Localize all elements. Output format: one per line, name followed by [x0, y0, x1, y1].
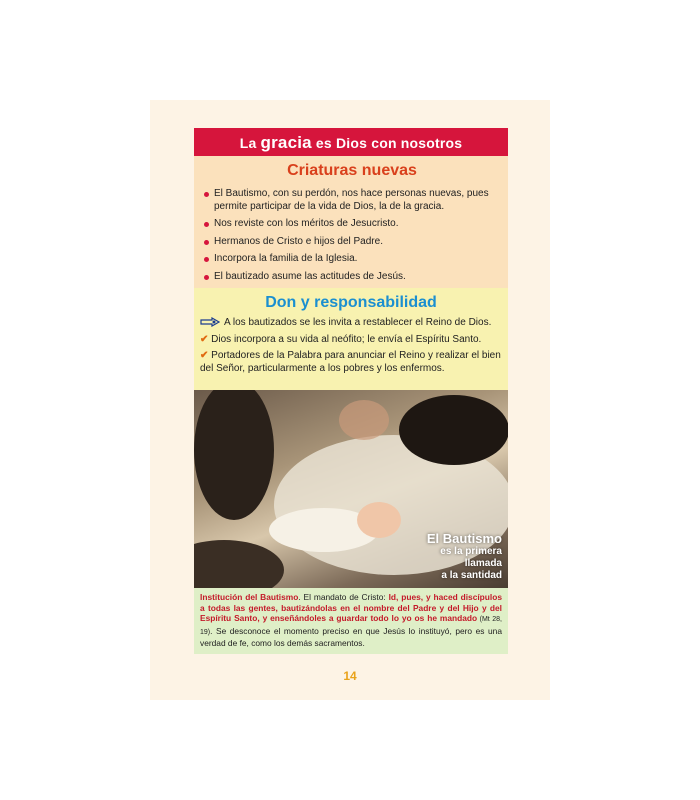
book-page: [150, 100, 550, 700]
title-pre: La: [239, 135, 261, 151]
page-number: 14: [343, 669, 357, 683]
check-icon: ✔: [200, 350, 209, 361]
list-item: El bautizado asume las actitudes de Jesús.: [204, 271, 500, 284]
title-post: es Dios con nosotros: [311, 135, 463, 151]
list-item: El Bautismo, con su perdón, nos hace personas nuevas, pues permite participar de la vida de Dios, la de la gracia.: [204, 188, 500, 213]
list-item: Nos reviste con los méritos de Jesucristo.: [204, 218, 500, 231]
content-panel: [194, 128, 508, 654]
bullet-dot-icon: [204, 222, 209, 227]
list-item: Hermanos de Cristo e hijos del Padre.: [204, 236, 500, 249]
section-heading: Criaturas nuevas: [287, 162, 417, 179]
bullet-dot-icon: [204, 192, 209, 197]
check-paragraph: ✔ Dios incorpora a su vida al neófito; le envía el Espíritu Santo.: [200, 333, 482, 345]
arrow-paragraph: A los bautizados se les invita a restablecer el Reino de Dios.: [200, 317, 502, 330]
baptism-photo: [194, 390, 508, 588]
section-institucion: Institución del Bautismo. El mandato de Cristo: Id, pues, y haced discípulos a todas las gentes, bautizándolas en el nombre del Padre y del Hijo y del Espíritu Santo, y enseñándoles a guardar todo lo yo os he mandado (Mt 28, 19). Se desconoce el momento preciso en que Jesús lo instituyó, pero es una verdad de fe, como los demás sacramentos.: [194, 588, 508, 654]
bullet-dot-icon: [204, 275, 209, 280]
title-emphasis: gracia: [260, 133, 312, 152]
bullet-dot-icon: [204, 257, 209, 262]
section-heading: Don y responsabilidad: [265, 294, 437, 311]
page-title: [194, 128, 508, 156]
check-icon: ✔: [200, 333, 209, 345]
arrow-right-icon: [200, 317, 220, 327]
check-paragraph: ✔ Portadores de la Palabra para anunciar el Reino y realizar el bien del Señor, particularmente a los pobres y los enfermos.: [200, 350, 501, 374]
section-criaturas-nuevas: [194, 156, 508, 288]
bullet-dot-icon: [204, 240, 209, 245]
list-item: Incorpora la familia de la Iglesia.: [204, 253, 500, 266]
section-don-responsabilidad: [194, 288, 508, 390]
bullet-list: [204, 188, 500, 283]
photo-caption: El Bautismo es la primera llamada a la santidad: [426, 531, 502, 581]
